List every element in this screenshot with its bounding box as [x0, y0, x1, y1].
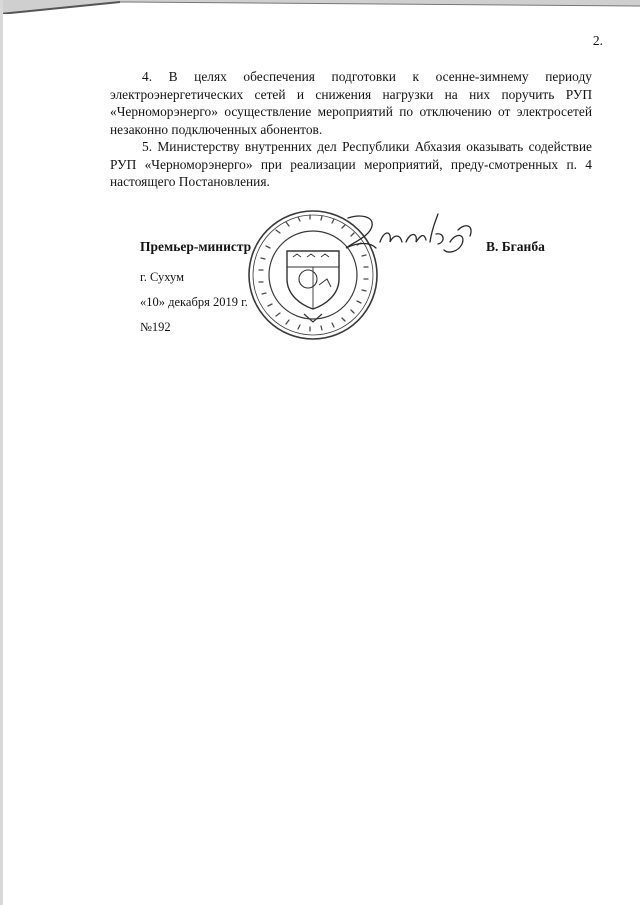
scan-edge-left: [0, 0, 3, 905]
scan-edge-top: [0, 0, 640, 14]
document-city: г. Сухум: [140, 270, 185, 284]
signer-name: В. Бганба: [486, 239, 545, 254]
document-number: №192: [140, 320, 171, 334]
document-date: «10» декабря 2019 г.: [140, 295, 248, 309]
page-number: 2.: [592, 33, 603, 48]
paragraph-5: 5. Министерству внутренних дел Республики Абхазия оказывать содействие РУП «Черноморэнерго» при реализации мероприятий, преду-смотренных п. 4 настоящего Постановления.: [110, 139, 592, 189]
handwritten-signature-icon: [340, 212, 480, 256]
paragraph-4: 4. В целях обеспечения подготовки к осенне-зимнему периоду электроэнергетических сетей и снижения нагрузки на них поручить РУП «Черноморэнерго» осуществление мероприятий по отключению от электросетей незаконно подключенных абонентов.: [110, 69, 592, 137]
signer-title: Премьер-министр: [140, 239, 252, 254]
